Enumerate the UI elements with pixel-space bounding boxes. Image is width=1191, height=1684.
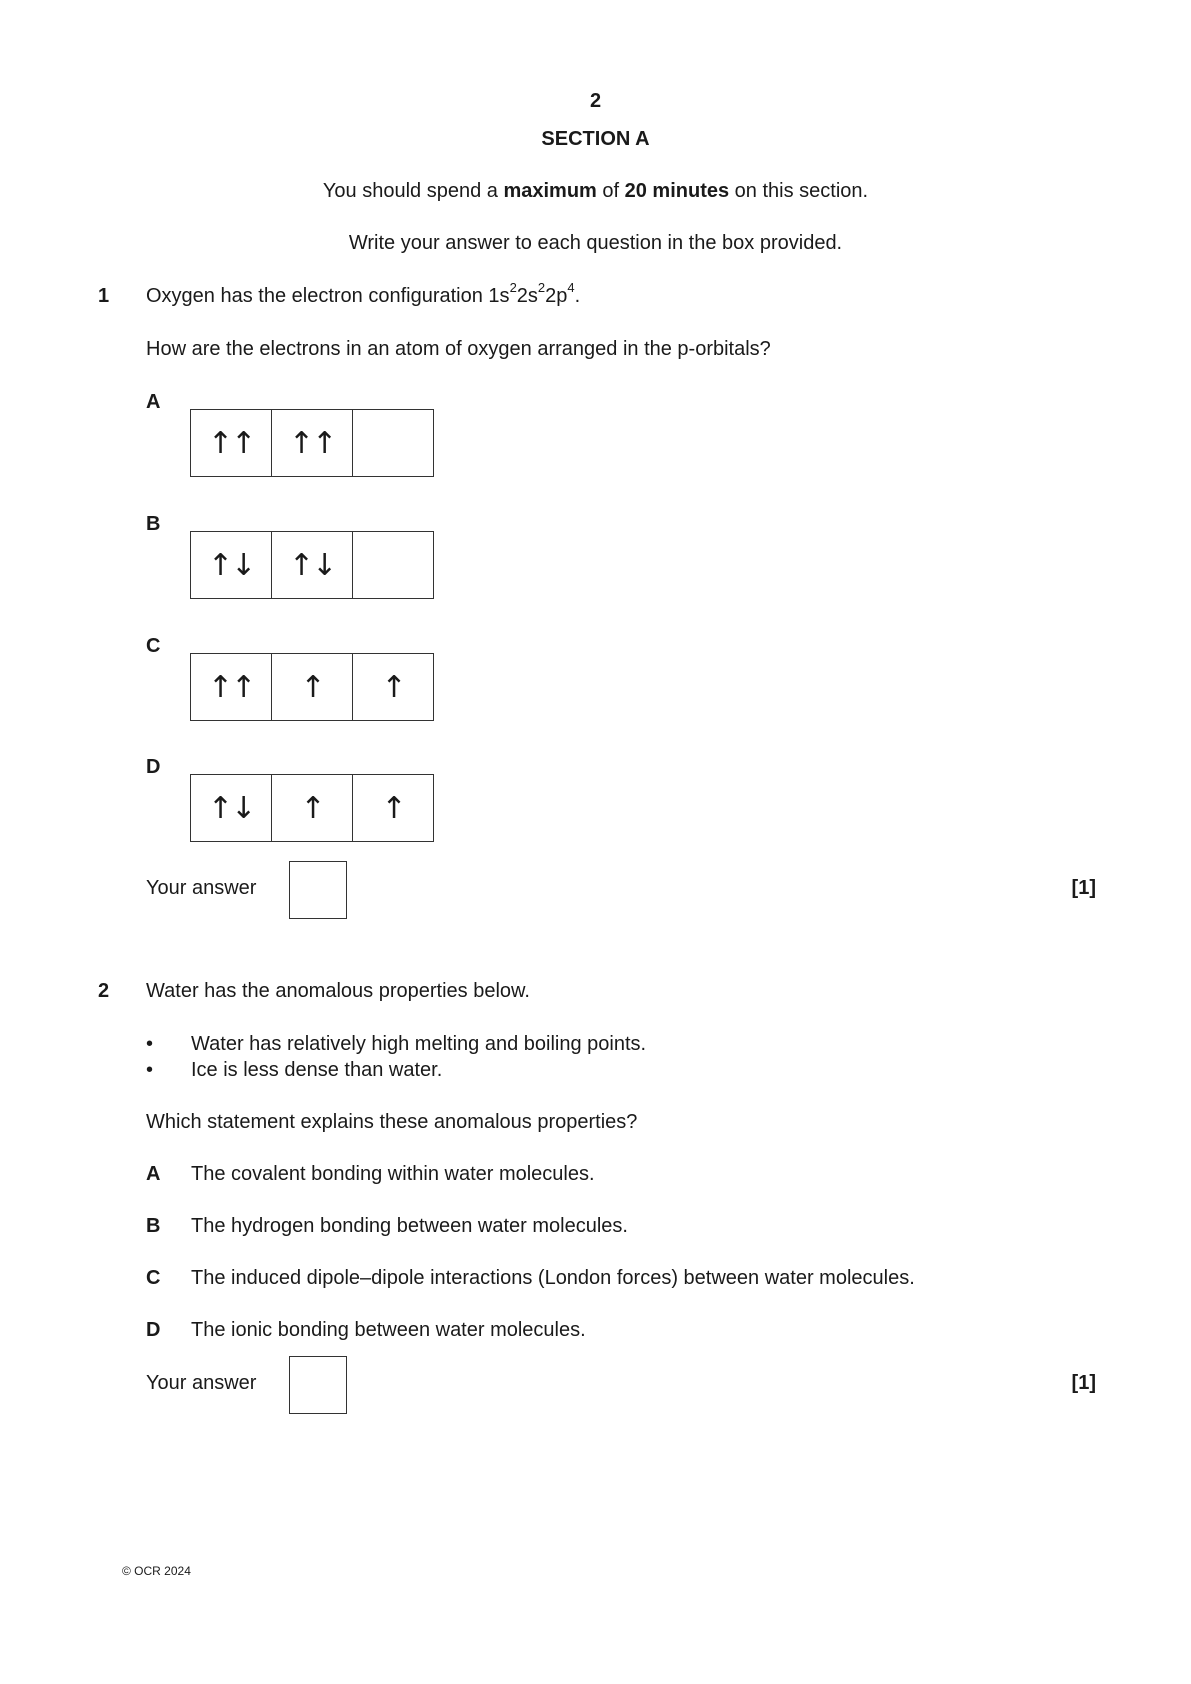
q1-answer-box[interactable] bbox=[289, 861, 347, 919]
orbital-box: ↑↓ bbox=[191, 532, 272, 598]
q2-answer-box[interactable] bbox=[289, 1356, 347, 1414]
q2-bullet-1: Water has relatively high melting and boiling points. bbox=[191, 1033, 647, 1055]
q2-marks: [1] bbox=[1071, 1372, 1096, 1394]
q1-option-b-orbitals bbox=[190, 531, 434, 599]
q2-answer-label: Your answer bbox=[146, 1372, 257, 1394]
bullet-icon: • bbox=[146, 1033, 154, 1055]
orbital-box: ↑↑ bbox=[272, 410, 353, 476]
q2-option-c-letter: C bbox=[146, 1267, 161, 1289]
orbital-box: ↑ bbox=[381, 669, 405, 705]
q2-option-a-letter: A bbox=[146, 1163, 161, 1185]
orbital-box: ↑↑ bbox=[191, 654, 272, 720]
q1-option-b-letter: B bbox=[146, 513, 161, 535]
q1-option-a-letter: A bbox=[146, 391, 161, 413]
answer-instruction: Write your answer to each question in the box provided. bbox=[348, 232, 843, 254]
question-2-prompt: Which statement explains these anomalous properties? bbox=[146, 1111, 638, 1133]
q1-marks: [1] bbox=[1071, 877, 1096, 899]
orbital-box bbox=[353, 532, 433, 598]
q2-option-d-letter: D bbox=[146, 1319, 161, 1341]
q2-bullet-2: Ice is less dense than water. bbox=[191, 1059, 443, 1081]
q2-option-a-text: The covalent bonding within water molecules. bbox=[191, 1163, 595, 1185]
bullet-icon: • bbox=[146, 1059, 154, 1081]
q1-option-c-orbitals bbox=[190, 653, 434, 721]
question-2-stem: Water has the anomalous properties below. bbox=[146, 980, 530, 1002]
time-instruction: You should spend a maximum of 20 minutes on this section. bbox=[322, 180, 869, 202]
q2-option-b-text: The hydrogen bonding between water molecules. bbox=[191, 1215, 628, 1237]
q1-answer-label: Your answer bbox=[146, 877, 257, 899]
orbital-box: ↑ bbox=[272, 654, 353, 720]
orbital-box: ↑ bbox=[381, 790, 405, 826]
q2-option-c-text: The induced dipole–dipole interactions (London forces) between water molecules. bbox=[191, 1267, 915, 1289]
q1-option-d-letter: D bbox=[146, 756, 161, 778]
copyright-footer: © OCR 2024 bbox=[122, 1564, 191, 1578]
section-title: SECTION A bbox=[541, 128, 650, 150]
q1-option-c-letter: C bbox=[146, 635, 161, 657]
page-number: 2 bbox=[589, 90, 602, 112]
q2-option-d-text: The ionic bonding between water molecules. bbox=[191, 1319, 586, 1341]
question-1-number: 1 bbox=[98, 285, 110, 307]
orbital-box: ↑↑ bbox=[191, 410, 272, 476]
q2-option-b-letter: B bbox=[146, 1215, 161, 1237]
question-2-number: 2 bbox=[98, 980, 110, 1002]
question-1-stem: Oxygen has the electron configuration $1s^22s^22p^4$. bbox=[146, 280, 581, 307]
orbital-box: ↑ bbox=[272, 775, 353, 841]
question-1-prompt: How are the electrons in an atom of oxygen arranged in the p-orbitals? bbox=[146, 338, 771, 360]
q1-option-d-orbitals bbox=[190, 774, 434, 842]
orbital-box bbox=[353, 410, 433, 476]
orbital-box: ↑↓ bbox=[272, 532, 353, 598]
q1-option-a-orbitals bbox=[190, 409, 434, 477]
orbital-box: ↑↓ bbox=[191, 775, 272, 841]
